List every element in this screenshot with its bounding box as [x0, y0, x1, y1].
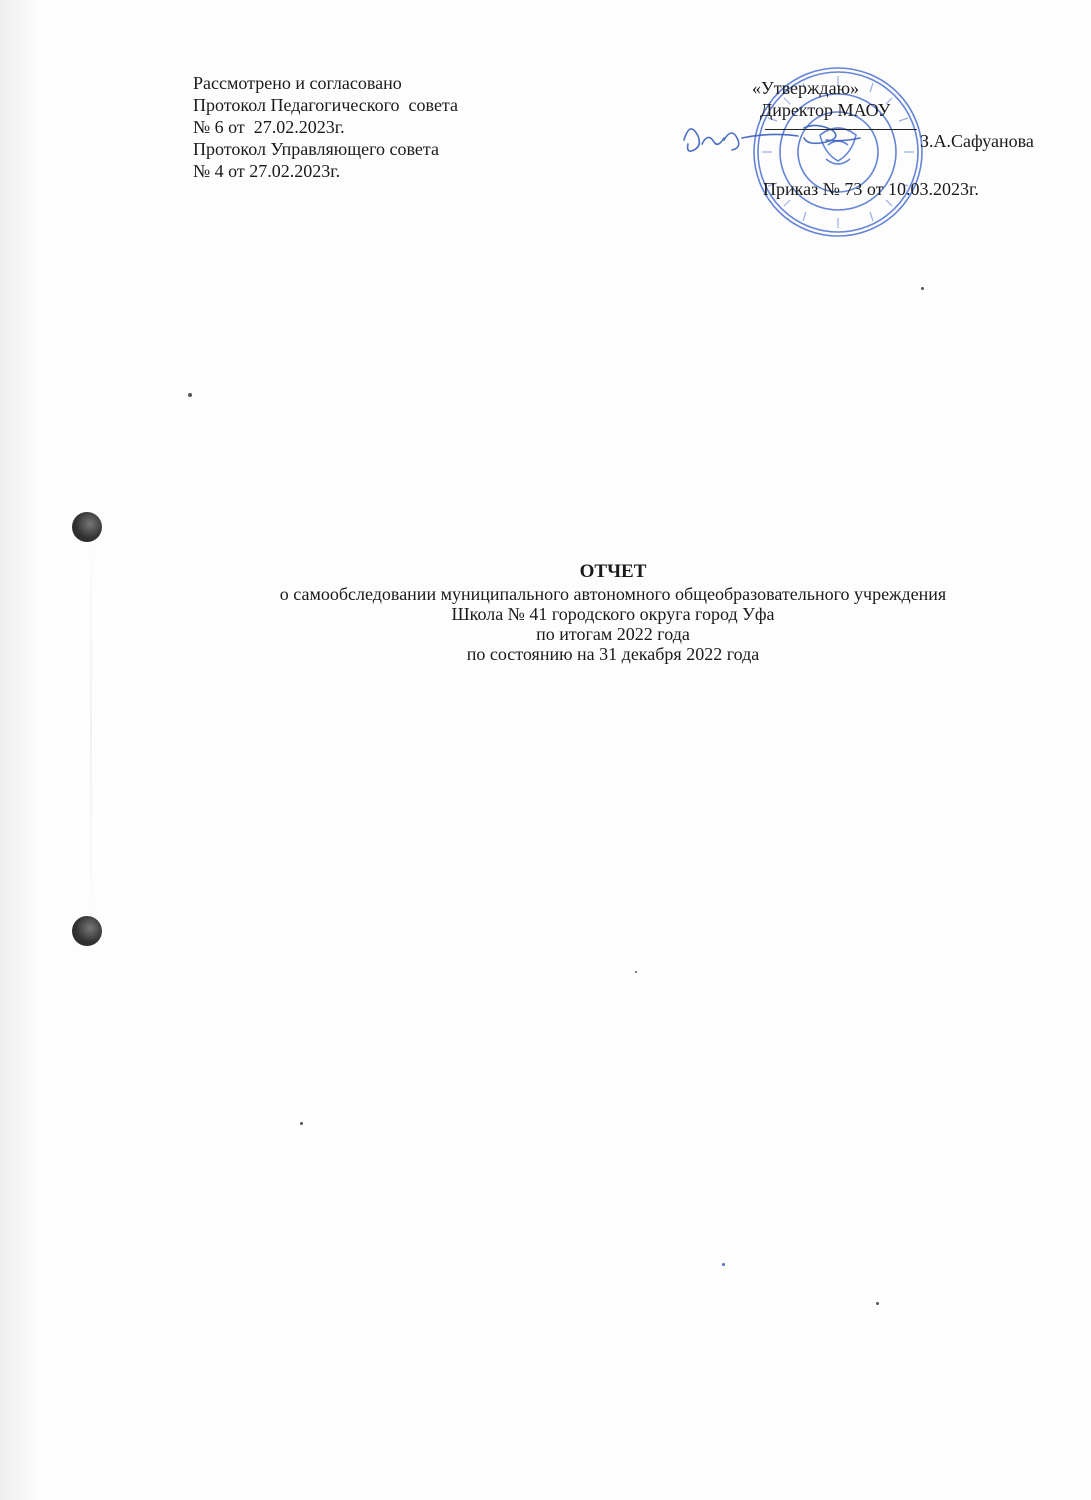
- punch-hole-top: [72, 512, 102, 542]
- review-approval-block: [193, 72, 553, 182]
- scan-speck: [876, 1302, 879, 1305]
- approve-label: «Утверждаю»: [752, 78, 860, 98]
- director-name: З.А.Сафуанова: [920, 131, 1034, 151]
- scan-fold-line: [90, 520, 92, 940]
- director-title: Директор МАОУ: [760, 100, 891, 120]
- review-line-2: Протокол Педагогического совета: [193, 95, 459, 115]
- review-line-1: Рассмотрено и согласовано: [193, 73, 402, 93]
- scan-speck: [188, 393, 192, 397]
- scan-edge-shadow: [0, 0, 40, 1500]
- scan-speck: [921, 287, 924, 290]
- report-title: ОТЧЕТ: [579, 561, 647, 582]
- report-subtitle-line-1: о самообследовании муниципального автономного общеобразовательного учреждения: [279, 584, 947, 604]
- scan-speck: [635, 971, 637, 973]
- review-line-5: № 4 от 27.02.2023г.: [193, 161, 341, 181]
- report-subtitle-line-2: Школа № 41 городского округа город Уфа: [451, 604, 775, 624]
- signature-line: [765, 129, 917, 130]
- report-subtitle-line-3: по итогам 2022 года: [536, 624, 690, 644]
- report-title-block: [130, 562, 1091, 664]
- review-line-3: № 6 от 27.02.2023г.: [193, 117, 345, 137]
- order-number: Приказ № 73 от 10.03.2023г.: [763, 179, 979, 199]
- scan-speck: [300, 1122, 303, 1125]
- scan-speck: [722, 1263, 725, 1266]
- report-subtitle-line-4: по состоянию на 31 декабря 2022 года: [466, 644, 760, 664]
- punch-hole-bottom: [72, 916, 102, 946]
- review-line-4: Протокол Управляющего совета: [193, 139, 439, 159]
